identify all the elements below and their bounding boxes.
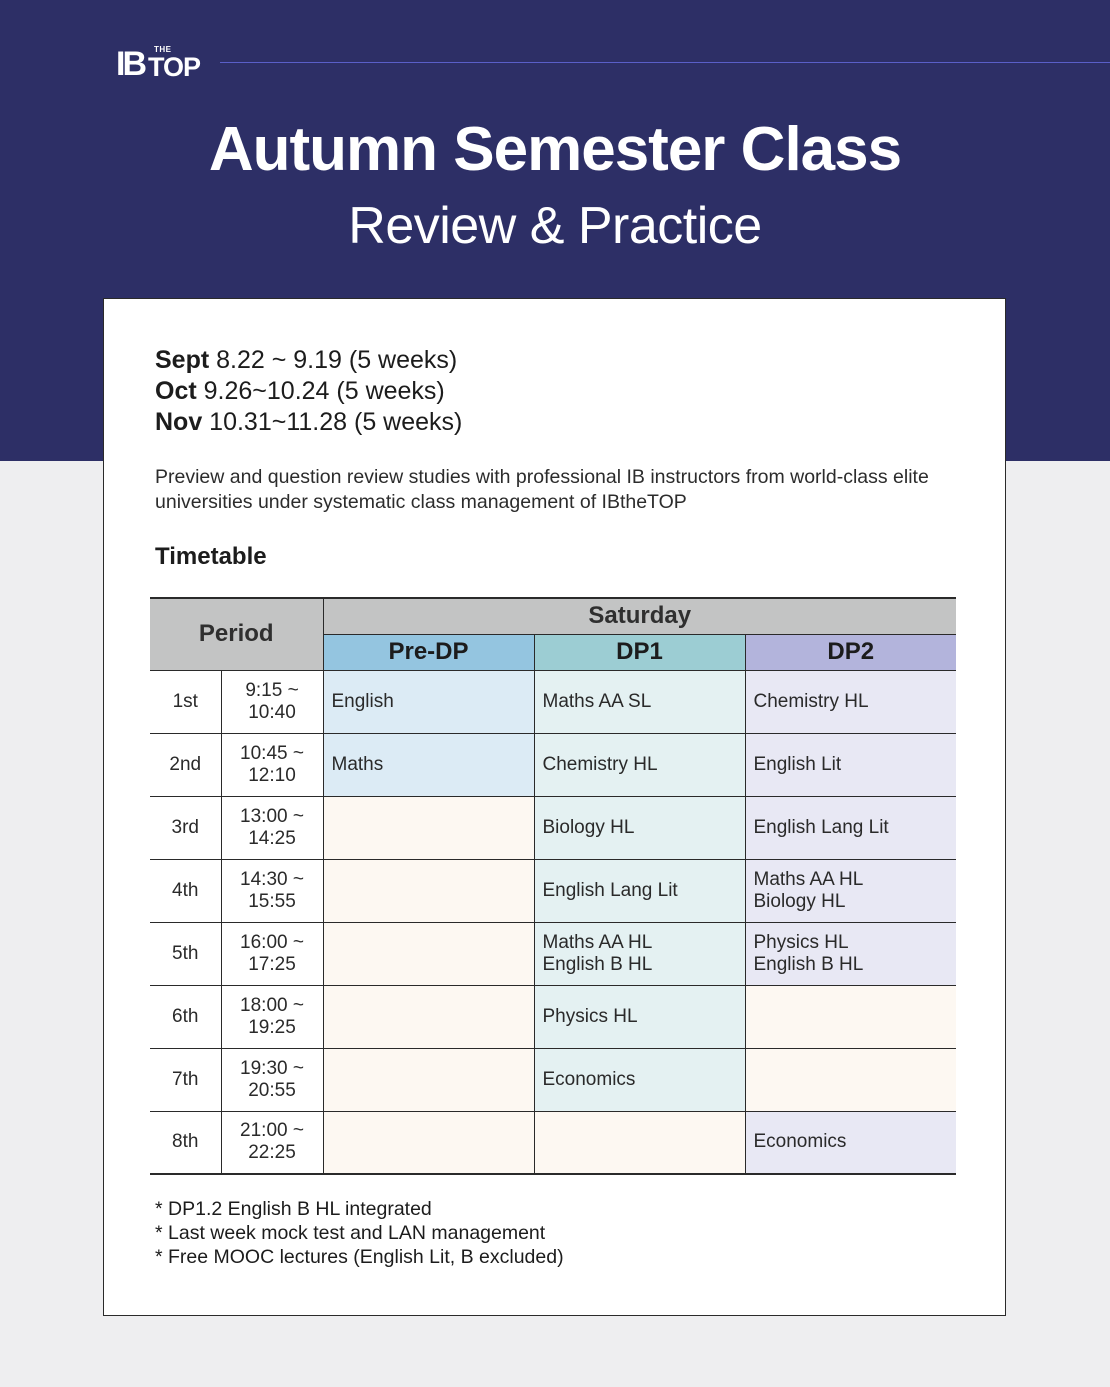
date-line xyxy=(155,407,462,438)
period-header: Period xyxy=(150,598,323,670)
dp2-cell xyxy=(745,733,956,796)
period-cell: 1st xyxy=(150,670,221,733)
timetable-row xyxy=(150,733,956,796)
page-title xyxy=(0,112,1110,188)
cell-line: Biology HL xyxy=(542,816,635,838)
cell-line: 10:45 ~ xyxy=(240,742,304,764)
cell-line: Maths AA HL xyxy=(542,931,653,953)
cell-line: Maths xyxy=(331,753,384,775)
dp1-cell xyxy=(534,670,745,733)
timetable-row xyxy=(150,985,956,1048)
cell-line: English B HL xyxy=(542,953,653,975)
cell-line: 12:10 xyxy=(248,764,296,786)
dp2-cell xyxy=(745,985,956,1048)
timetable xyxy=(150,597,956,1175)
dp1-cell xyxy=(534,733,745,796)
cell-line: 15:55 xyxy=(248,890,296,912)
predp-cell xyxy=(323,922,534,985)
dp1-header: DP1 xyxy=(534,634,745,670)
dp1-cell xyxy=(534,985,745,1048)
cell-line: Maths AA HL xyxy=(753,868,864,890)
predp-cell xyxy=(323,985,534,1048)
page-subtitle: Review & Practice xyxy=(348,197,762,255)
date-range: 10.31~11.28 (5 weeks) xyxy=(202,408,463,436)
cell-line: 16:00 ~ xyxy=(240,931,304,953)
logo-top-text: TOP xyxy=(148,52,201,82)
time-cell xyxy=(221,1048,323,1111)
dp2-cell xyxy=(745,796,956,859)
cell-line: English xyxy=(331,690,394,712)
cell-line: 17:25 xyxy=(248,953,296,975)
title-bold: Class xyxy=(740,115,902,184)
cell-line: Physics HL xyxy=(753,931,849,953)
dp1-cell xyxy=(534,796,745,859)
cell-line: Maths AA SL xyxy=(542,690,652,712)
cell-line: 22:25 xyxy=(248,1142,296,1164)
timetable-row xyxy=(150,1111,956,1174)
cell-line: 13:00 ~ xyxy=(240,805,304,827)
timetable-row xyxy=(150,796,956,859)
timetable-heading: Timetable xyxy=(155,543,267,570)
time-cell xyxy=(221,733,323,796)
predp-cell xyxy=(323,1048,534,1111)
period-cell: 2nd xyxy=(150,733,221,796)
date-month: Nov xyxy=(155,408,203,436)
dp1-cell xyxy=(534,859,745,922)
time-cell xyxy=(221,796,323,859)
cell-line: 20:55 xyxy=(248,1079,296,1101)
date-month: Sept xyxy=(155,346,210,374)
cell-line: 19:25 xyxy=(248,1016,296,1038)
predp-cell xyxy=(323,733,534,796)
time-cell xyxy=(221,1111,323,1174)
date-line xyxy=(155,345,462,376)
dp2-cell xyxy=(745,670,956,733)
footnote: * DP1.2 English B HL integrated xyxy=(155,1198,432,1220)
time-cell xyxy=(221,859,323,922)
time-cell xyxy=(221,670,323,733)
timetable-row xyxy=(150,1048,956,1111)
timetable-row xyxy=(150,859,956,922)
period-cell: 5th xyxy=(150,922,221,985)
dp1-cell xyxy=(534,922,745,985)
footnotes xyxy=(155,1197,564,1269)
period-cell: 3rd xyxy=(150,796,221,859)
date-month: Oct xyxy=(155,377,197,405)
footnote: * Last week mock test and LAN management xyxy=(155,1222,546,1244)
cell-line: English Lang Lit xyxy=(542,879,678,901)
timetable-row xyxy=(150,670,956,733)
header-divider xyxy=(220,62,1110,63)
predp-header: Pre-DP xyxy=(323,634,534,670)
title-regular: Autumn Semester xyxy=(208,115,741,184)
cell-line: 21:00 ~ xyxy=(240,1120,304,1142)
cell-line: 10:40 xyxy=(248,701,296,723)
cell-line: 19:30 ~ xyxy=(240,1057,304,1079)
cell-line: Chemistry HL xyxy=(753,690,869,712)
logo-the-text: THE xyxy=(154,45,172,54)
date-range: 9.26~10.24 (5 weeks) xyxy=(196,377,445,405)
timetable-row xyxy=(150,922,956,985)
predp-cell xyxy=(323,859,534,922)
cell-line: 14:30 ~ xyxy=(240,868,304,890)
cell-line: English B HL xyxy=(753,953,864,975)
date-range: 8.22 ~ 9.19 (5 weeks) xyxy=(209,346,458,374)
period-cell: 8th xyxy=(150,1111,221,1174)
cell-line: 18:00 ~ xyxy=(240,994,304,1016)
dp2-cell xyxy=(745,922,956,985)
cell-line: English Lit xyxy=(753,753,842,775)
dp2-cell xyxy=(745,1048,956,1111)
period-cell: 6th xyxy=(150,985,221,1048)
cell-line: 14:25 xyxy=(248,827,296,849)
dp1-cell xyxy=(534,1111,745,1174)
predp-cell xyxy=(323,1111,534,1174)
cell-line: Physics HL xyxy=(542,1005,638,1027)
period-cell: 4th xyxy=(150,859,221,922)
cell-line: English Lang Lit xyxy=(753,816,889,838)
intro-text: Preview and question review studies with professional IB instructors from world-class elite universities under systematic class management of IBtheTOP xyxy=(155,466,929,513)
saturday-header: Saturday xyxy=(323,598,956,634)
logo-ib-text: IB xyxy=(116,45,144,83)
date-line xyxy=(155,376,462,407)
dp1-cell xyxy=(534,1048,745,1111)
cell-line: 9:15 ~ xyxy=(245,679,299,701)
footnote: * Free MOOC lectures (English Lit, B excluded) xyxy=(155,1246,564,1268)
semester-dates xyxy=(155,345,462,438)
content-card xyxy=(103,298,1006,1316)
time-cell xyxy=(221,985,323,1048)
cell-line: Biology HL xyxy=(753,890,846,912)
cell-line: Chemistry HL xyxy=(542,753,658,775)
period-cell: 7th xyxy=(150,1048,221,1111)
cell-line: Economics xyxy=(542,1068,636,1090)
dp2-header: DP2 xyxy=(745,634,956,670)
cell-line: Economics xyxy=(753,1131,847,1153)
predp-cell xyxy=(323,670,534,733)
dp2-cell xyxy=(745,859,956,922)
predp-cell xyxy=(323,796,534,859)
dp2-cell xyxy=(745,1111,956,1174)
time-cell xyxy=(221,922,323,985)
brand-logo xyxy=(116,44,201,83)
